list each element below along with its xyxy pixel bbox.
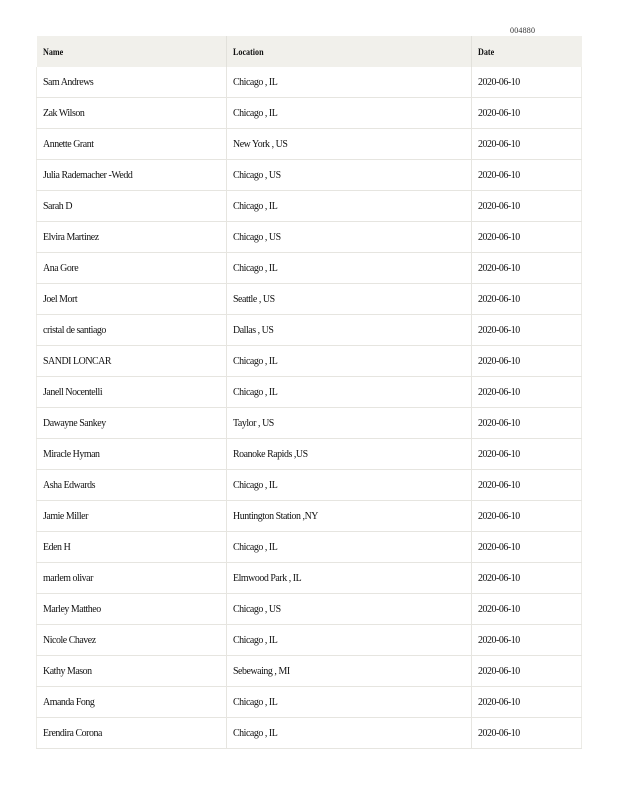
cell-date: 2020-06-10 (472, 408, 582, 439)
table-row (37, 470, 582, 501)
table-row (37, 563, 582, 594)
table-row (37, 222, 582, 253)
cell-location: Chicago , IL (227, 253, 472, 284)
table-row (37, 315, 582, 346)
cell-name: Erendira Corona (37, 718, 227, 749)
cell-location: Elmwood Park , IL (227, 563, 472, 594)
cell-date: 2020-06-10 (472, 501, 582, 532)
page-id: 004880 (510, 26, 536, 35)
cell-name: Sam Andrews (37, 67, 227, 98)
cell-location: Chicago , IL (227, 687, 472, 718)
table-row (37, 377, 582, 408)
cell-date: 2020-06-10 (472, 377, 582, 408)
cell-name: SANDI LONCAR (37, 346, 227, 377)
cell-date: 2020-06-10 (472, 656, 582, 687)
cell-date: 2020-06-10 (472, 315, 582, 346)
cell-date: 2020-06-10 (472, 625, 582, 656)
cell-date: 2020-06-10 (472, 594, 582, 625)
column-header-date: Date (472, 36, 582, 67)
cell-date: 2020-06-10 (472, 470, 582, 501)
cell-location: Chicago , US (227, 594, 472, 625)
table-row (37, 656, 582, 687)
table-row (37, 129, 582, 160)
cell-name: cristal de santiago (37, 315, 227, 346)
cell-date: 2020-06-10 (472, 346, 582, 377)
table-row (37, 67, 582, 98)
cell-date: 2020-06-10 (472, 563, 582, 594)
table-row (37, 439, 582, 470)
cell-date: 2020-06-10 (472, 532, 582, 563)
cell-location: Dallas , US (227, 315, 472, 346)
cell-location: Taylor , US (227, 408, 472, 439)
cell-date: 2020-06-10 (472, 129, 582, 160)
cell-name: Eden H (37, 532, 227, 563)
cell-date: 2020-06-10 (472, 284, 582, 315)
cell-name: Janell Nocentelli (37, 377, 227, 408)
cell-location: Chicago , IL (227, 718, 472, 749)
cell-name: Kathy Mason (37, 656, 227, 687)
table-row (37, 532, 582, 563)
table-row (37, 284, 582, 315)
cell-date: 2020-06-10 (472, 67, 582, 98)
cell-location: Chicago , US (227, 160, 472, 191)
cell-location: Roanoke Rapids ,US (227, 439, 472, 470)
cell-location: Chicago , IL (227, 67, 472, 98)
cell-date: 2020-06-10 (472, 98, 582, 129)
cell-date: 2020-06-10 (472, 160, 582, 191)
cell-name: marlem olivar (37, 563, 227, 594)
cell-location: Chicago , IL (227, 98, 472, 129)
table-row (37, 718, 582, 749)
cell-name: Miracle Hyman (37, 439, 227, 470)
table-body (37, 67, 582, 749)
cell-date: 2020-06-10 (472, 222, 582, 253)
cell-name: Annette Grant (37, 129, 227, 160)
table-row (37, 501, 582, 532)
cell-name: Nicole Chavez (37, 625, 227, 656)
table-row (37, 687, 582, 718)
cell-name: Julia Rademacher -Wedd (37, 160, 227, 191)
cell-location: Chicago , IL (227, 625, 472, 656)
cell-name: Joel Mort (37, 284, 227, 315)
table-row (37, 594, 582, 625)
table-row (37, 346, 582, 377)
cell-date: 2020-06-10 (472, 253, 582, 284)
column-header-location: Location (227, 36, 472, 67)
cell-location: New York , US (227, 129, 472, 160)
cell-name: Jamie Miller (37, 501, 227, 532)
table-row (37, 191, 582, 222)
cell-location: Chicago , IL (227, 377, 472, 408)
table-row (37, 160, 582, 191)
table-row (37, 98, 582, 129)
cell-location: Huntington Station ,NY (227, 501, 472, 532)
cell-location: Chicago , IL (227, 532, 472, 563)
cell-name: Zak Wilson (37, 98, 227, 129)
cell-name: Amanda Fong (37, 687, 227, 718)
table-row (37, 408, 582, 439)
table-row (37, 253, 582, 284)
cell-location: Sebewaing , MI (227, 656, 472, 687)
cell-name: Dawayne Sankey (37, 408, 227, 439)
cell-name: Sarah D (37, 191, 227, 222)
cell-location: Chicago , IL (227, 470, 472, 501)
table-header-row (37, 36, 582, 67)
cell-name: Elvira Martinez (37, 222, 227, 253)
cell-name: Asha Edwards (37, 470, 227, 501)
column-header-name: Name (37, 36, 227, 67)
cell-location: Chicago , IL (227, 191, 472, 222)
cell-date: 2020-06-10 (472, 687, 582, 718)
signatures-table (36, 36, 582, 749)
cell-date: 2020-06-10 (472, 439, 582, 470)
table-row (37, 625, 582, 656)
cell-location: Chicago , IL (227, 346, 472, 377)
cell-name: Marley Mattheo (37, 594, 227, 625)
cell-date: 2020-06-10 (472, 191, 582, 222)
cell-date: 2020-06-10 (472, 718, 582, 749)
cell-location: Chicago , US (227, 222, 472, 253)
cell-name: Ana Gore (37, 253, 227, 284)
cell-location: Seattle , US (227, 284, 472, 315)
